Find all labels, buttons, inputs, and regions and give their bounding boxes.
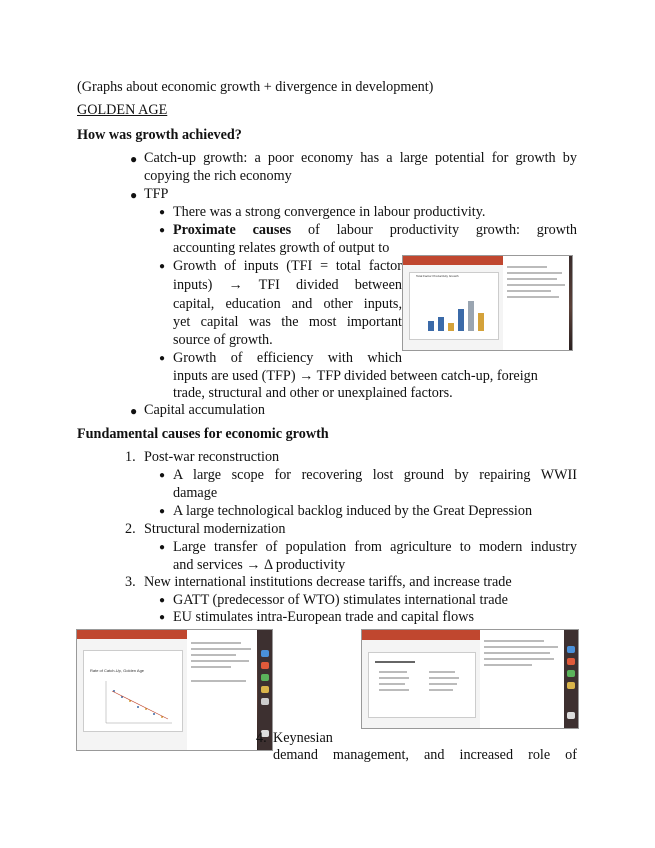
proximate-bold: Proximate causes: [173, 222, 292, 238]
proximate-rest: of labour productivity growth: growth: [308, 222, 577, 238]
bullet-icon: ●: [159, 595, 166, 606]
list-number: 1.: [125, 449, 136, 465]
proximate-line1: [173, 221, 577, 239]
capital-accumulation: Capital accumulation: [144, 402, 265, 418]
bullet-icon: ●: [159, 470, 166, 481]
inputs-line4: yet capital was the most important: [173, 314, 402, 330]
list-number: 4.: [256, 730, 267, 746]
chart-title-text: Rate of Catch-Up, Golden Age: [90, 668, 145, 673]
bullet-icon: ●: [159, 353, 166, 364]
screenshot-tfp-slide: [403, 256, 572, 350]
efficiency-line1: Growth of efficiency with which: [173, 350, 402, 366]
cause-structural: Structural modernization: [144, 521, 286, 537]
screenshot-table-slide: [362, 630, 578, 728]
proximate-line2: accounting relates growth of output to: [173, 240, 390, 256]
inputs-line2: inputs) → TFI divided between: [173, 277, 402, 293]
structural-sub1-line1: Large transfer of population from agriculture to modern industry: [173, 539, 577, 555]
tfp-label: TFP: [144, 186, 169, 202]
inputs-line5: source of growth.: [173, 332, 273, 348]
institutions-sub2: EU stimulates intra-European trade and capital flows: [173, 609, 474, 625]
bullet-icon: ●: [159, 542, 166, 553]
cause-post-war: Post-war reconstruction: [144, 449, 280, 465]
convergence-text: There was a strong convergence in labour productivity.: [173, 204, 486, 220]
intro-text: (Graphs about economic growth + divergence in development): [77, 79, 434, 95]
section-title: GOLDEN AGE: [77, 102, 168, 118]
bullet-icon: ●: [159, 261, 166, 272]
bullet-icon: ●: [130, 152, 138, 166]
postwar-sub2: A large technological backlog induced by the Great Depression: [173, 503, 533, 519]
inputs-line3: capital, education and other inputs,: [173, 296, 402, 312]
institutions-sub1: GATT (predecessor of WTO) stimulates international trade: [173, 592, 508, 608]
efficiency-line2: inputs are used (TFP) → TFP divided between catch-up, foreign: [173, 368, 538, 384]
bullet-icon: ●: [130, 404, 138, 418]
keynesian-line2: demand management, and increased role of: [273, 747, 577, 763]
bullet-icon: ●: [130, 188, 138, 202]
catchup-line1: Catch-up growth: a poor economy has a large potential for growth by: [144, 150, 577, 166]
bullet-icon: ●: [159, 225, 166, 236]
structural-sub1-line2: and services → Δ productivity: [173, 557, 346, 573]
bullet-icon: ●: [159, 207, 166, 218]
scatter-plot: [84, 651, 182, 731]
efficiency-line3: trade, structural and other or unexplained factors.: [173, 385, 453, 401]
inputs-line1: Growth of inputs (TFI = total factor: [173, 258, 402, 274]
bullet-icon: ●: [159, 506, 166, 517]
screenshot-catchup-chart: [77, 630, 272, 750]
heading-growth-achieved: How was growth achieved?: [77, 127, 242, 143]
heading-fundamental-causes: Fundamental causes for economic growth: [77, 426, 329, 442]
slide-title-text: Total Factor Productivity Growth: [416, 274, 459, 278]
list-number: 2.: [125, 521, 136, 537]
postwar-sub1-line2: damage: [173, 485, 218, 501]
catchup-line2: copying the rich economy: [144, 168, 292, 184]
bullet-icon: ●: [159, 612, 166, 623]
cause-institutions: New international institutions decrease tariffs, and increase trade: [144, 574, 512, 590]
postwar-sub1-line1: A large scope for recovering lost ground by repairing WWII: [173, 467, 577, 483]
keynesian-line1: Keynesian: [273, 730, 333, 746]
list-number: 3.: [125, 574, 136, 590]
